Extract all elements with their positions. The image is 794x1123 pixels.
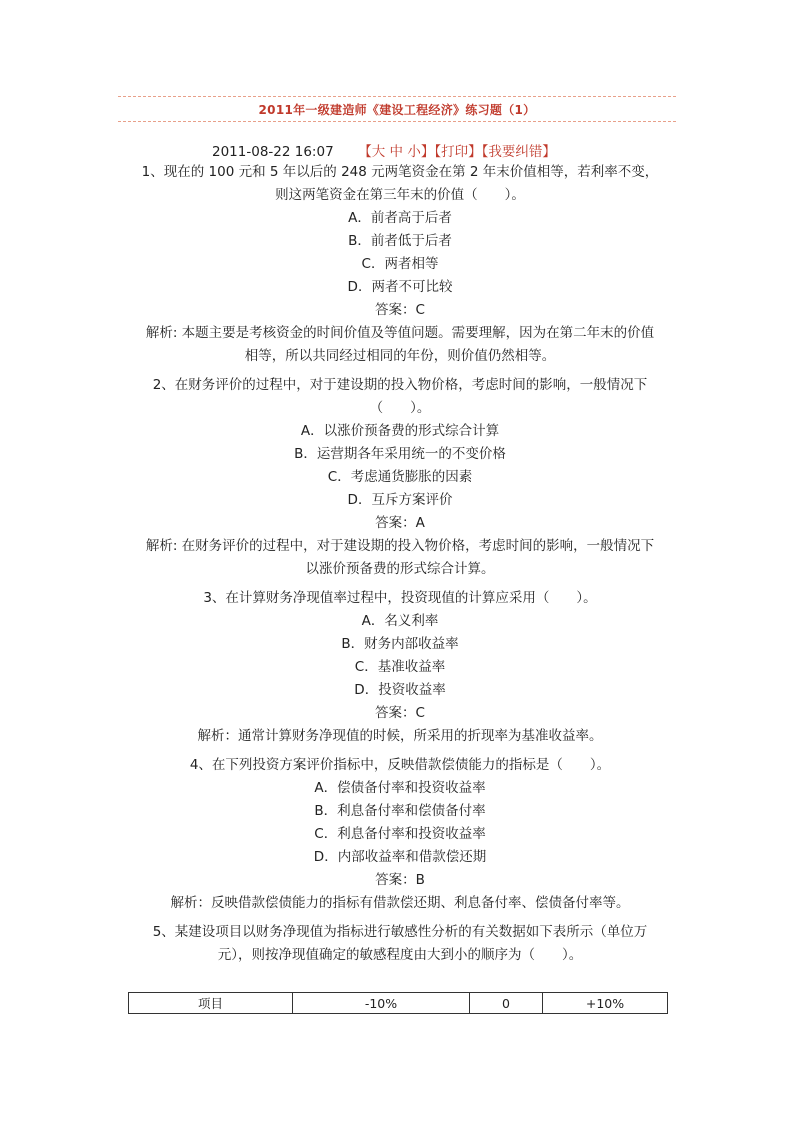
question-4 — [140, 754, 660, 915]
option-b: B．利息备付率和偿债备付率 — [314, 803, 486, 819]
option-b: B．财务内部收益率 — [341, 636, 459, 652]
option-c: C．两者相等 — [361, 256, 439, 272]
question-stem-line: 4、在下列投资方案评价指标中，反映借款偿债能力的指标是（ ）。 — [189, 757, 611, 773]
table-header-cell: 0 — [470, 993, 543, 1014]
explanation-line: 解析：反映借款偿债能力的指标有借款偿还期、利息备付率、偿债备付率等。 — [170, 895, 630, 911]
question-stem-line: 1、现在的 100 元和 5 年以后的 248 元两笔资金在第 2 年末价值相等，若利率不变， — [141, 164, 659, 180]
option-a: A．偿债备付率和投资收益率 — [314, 780, 486, 796]
question-5 — [140, 921, 660, 967]
option-a: A．名义利率 — [361, 613, 439, 629]
option-a: A．以涨价预备费的形式综合计算 — [300, 423, 500, 439]
question-1 — [140, 161, 660, 368]
publish-datetime: 2011-08-22 16:07 — [212, 144, 334, 160]
question-stem-line: （ ）。 — [369, 400, 431, 416]
option-a: A．前者高于后者 — [348, 210, 452, 226]
font-size-suffix: 】 — [420, 144, 435, 160]
explanation-line: 解析：通常计算财务净现值的时候，所采用的折现率为基准收益率。 — [197, 728, 603, 744]
question-2 — [140, 374, 660, 581]
option-d: D．两者不可比较 — [347, 279, 453, 295]
table-header-cell: 项目 — [129, 993, 293, 1014]
sensitivity-table — [128, 992, 668, 1014]
option-c: C．利息备付率和投资收益率 — [314, 826, 486, 842]
report-error-link[interactable]: 【我要纠错】 — [481, 144, 556, 160]
title-band — [118, 96, 676, 122]
answer: 答案：C — [375, 705, 425, 721]
explanation-line: 解析: 本题主要是考核资金的时间价值及等值问题。需要理解，因为在第二年末的价值 — [145, 325, 655, 341]
article-body — [140, 161, 660, 971]
table-header-cell: +10% — [543, 993, 668, 1014]
option-d: D．互斥方案评价 — [347, 492, 453, 508]
answer: 答案：C — [375, 302, 425, 318]
question-stem-line: 元），则按净现值确定的敏感程度由大到小的顺序为（ ）。 — [217, 947, 583, 963]
option-b: B．前者低于后者 — [348, 233, 452, 249]
font-medium-link[interactable]: 中 — [389, 144, 404, 160]
print-link[interactable]: 【打印】 — [434, 144, 482, 160]
option-d: D．内部收益率和借款偿还期 — [313, 849, 487, 865]
question-3 — [140, 587, 660, 748]
explanation-line: 解析: 在财务评价的过程中，对于建设期的投入物价格，考虑时间的影响，一般情况下 — [145, 538, 655, 554]
page-title: 2011年一级建造师《建设工程经济》练习题（1） — [258, 103, 536, 117]
article-meta — [212, 140, 556, 160]
font-large-link[interactable]: 大 — [371, 144, 386, 160]
explanation-line: 以涨价预备费的形式综合计算。 — [305, 561, 495, 577]
answer: 答案：B — [375, 872, 425, 888]
table-header-row — [129, 993, 668, 1014]
explanation-line: 相等，所以共同经过相同的年份，则价值仍然相等。 — [244, 348, 556, 364]
question-stem-line: 2、在财务评价的过程中，对于建设期的投入物价格，考虑时间的影响，一般情况下 — [152, 377, 648, 393]
font-size-prefix: 【 — [358, 144, 372, 160]
question-stem-line: 3、在计算财务净现值率过程中，投资现值的计算应采用（ ）。 — [203, 590, 597, 606]
table-header-cell: -10% — [293, 993, 470, 1014]
option-c: C．考虑通货膨胀的因素 — [327, 469, 473, 485]
option-d: D．投资收益率 — [354, 682, 446, 698]
answer: 答案：A — [375, 515, 425, 531]
font-small-link[interactable]: 小 — [407, 144, 421, 160]
question-stem-line: 则这两笔资金在第三年末的价值（ ）。 — [275, 187, 525, 203]
question-stem-line: 5、某建设项目以财务净现值为指标进行敏感性分析的有关数据如下表所示（单位万 — [152, 924, 648, 940]
option-c: C．基准收益率 — [354, 659, 446, 675]
option-b: B．运营期各年采用统一的不变价格 — [294, 446, 506, 462]
